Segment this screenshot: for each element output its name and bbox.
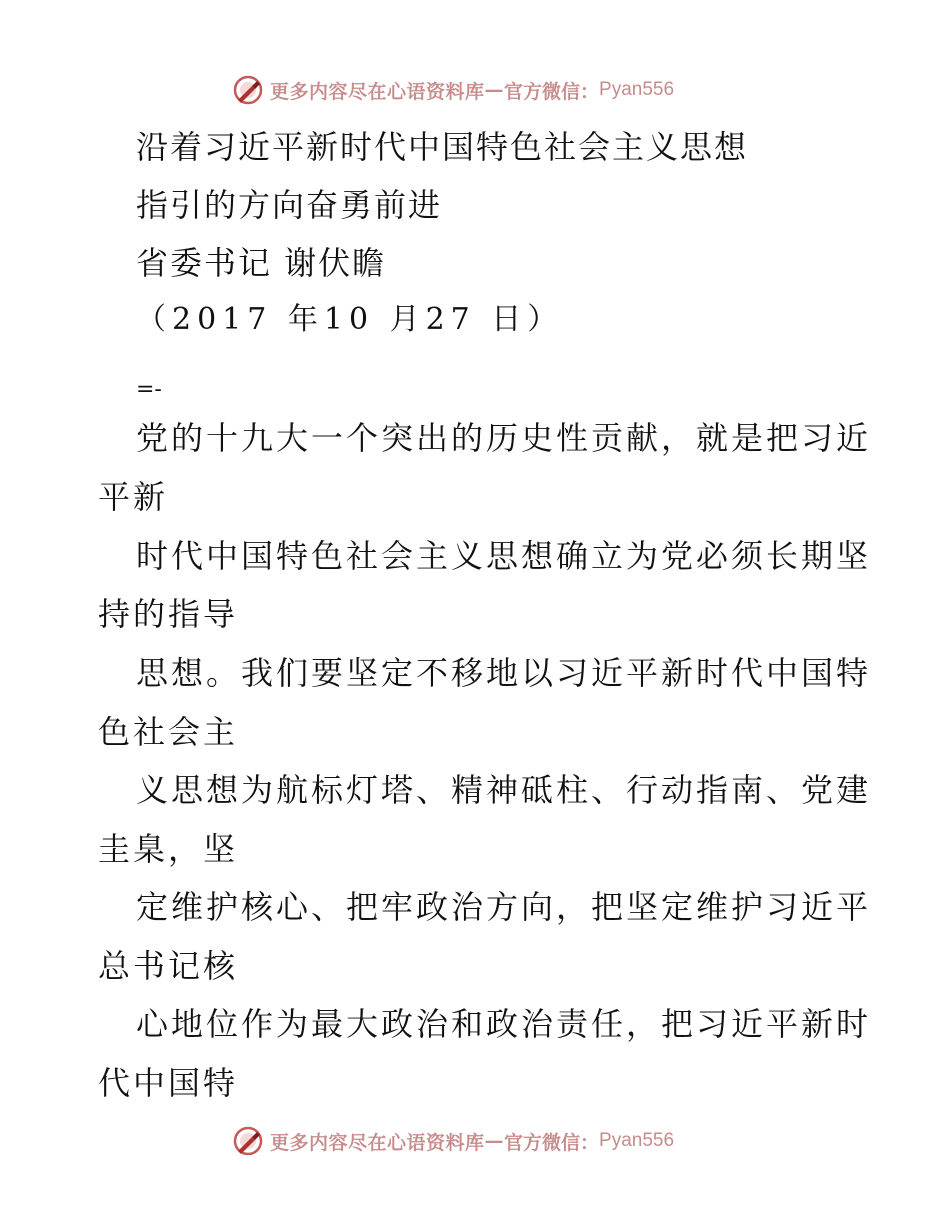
- watermark-footer: [232, 1123, 674, 1159]
- body-line: 思想。我们要坚定不移地以习近平新时代中国特: [136, 654, 872, 692]
- watermark-wechat-id: Pyan556: [599, 79, 675, 100]
- watermark-wechat-label: 官方微信：: [504, 1131, 600, 1154]
- body-line: 圭臬，坚: [98, 830, 239, 868]
- watermark-wechat-id: Pyan556: [599, 1130, 675, 1151]
- body-line: 持的指导: [98, 595, 239, 633]
- body-line: 色社会主: [98, 713, 239, 751]
- watermark-separator: —: [484, 79, 505, 101]
- body-line: 总书记核: [98, 947, 239, 985]
- body-line: 代中国特: [98, 1064, 239, 1102]
- pen-logo-icon: [232, 1125, 264, 1157]
- body-line: 定维护核心、把牢政治方向，把坚定维护习近平: [136, 888, 872, 926]
- watermark-header: [232, 72, 674, 108]
- watermark-text: 更多内容尽在心语资料库: [270, 80, 485, 103]
- document-author: 省委书记 谢伏瞻: [136, 244, 387, 282]
- body-line: 党的十九大一个突出的历史性贡献，就是把习近: [136, 419, 872, 457]
- document-title-line-2: 指引的方向奋勇前进: [136, 186, 443, 224]
- document-date: （2017 年10 月27 日）: [136, 302, 564, 337]
- watermark-wechat-label: 官方微信：: [504, 80, 600, 103]
- watermark-text: 更多内容尽在心语资料库: [270, 1131, 485, 1154]
- pen-logo-icon: [232, 74, 264, 106]
- section-mark: =-: [136, 377, 162, 402]
- body-line: 义思想为航标灯塔、精神砥柱、行动指南、党建: [136, 771, 872, 809]
- watermark-separator: —: [484, 1130, 505, 1152]
- body-line: 时代中国特色社会主义思想确立为党必须长期坚: [136, 537, 872, 575]
- document-title-line-1: 沿着习近平新时代中国特色社会主义思想: [136, 128, 749, 166]
- body-line: 心地位作为最大政治和政治责任，把习近平新时: [136, 1005, 872, 1043]
- body-line: 平新: [98, 478, 169, 516]
